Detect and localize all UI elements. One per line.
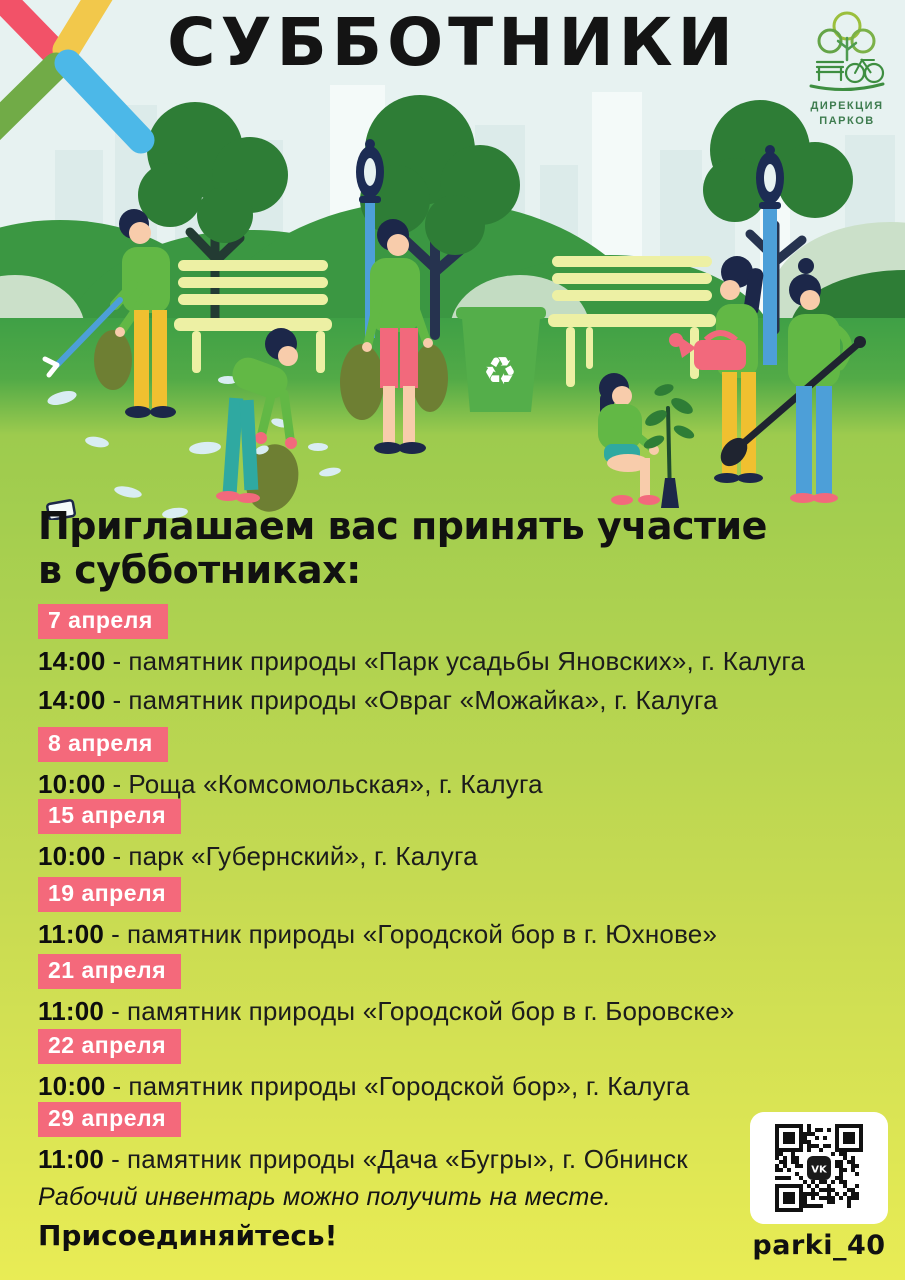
event-time: 10:00 xyxy=(38,769,106,800)
event-place: памятник природы «Городской бор в г. Юхнове» xyxy=(126,919,718,950)
schedule-group xyxy=(38,954,878,1028)
poster-title: СУББОТНИКИ xyxy=(167,4,738,81)
date-badge: 8 апреля xyxy=(38,727,168,762)
event-time: 10:00 xyxy=(38,1071,106,1102)
parks-directorate-logo xyxy=(797,10,897,129)
heading-line2: в субботниках: xyxy=(38,548,361,593)
event-place: памятник природы «Городской бор», г. Калуга xyxy=(128,1071,690,1102)
event-line xyxy=(38,996,878,1028)
date-badge: 7 апреля xyxy=(38,604,168,639)
event-line xyxy=(38,769,878,801)
recycle-icon: ♻ xyxy=(482,349,518,393)
date-badge: 29 апреля xyxy=(38,1102,181,1137)
event-time: 11:00 xyxy=(38,996,105,1027)
event-time: 11:00 xyxy=(38,919,105,950)
heading-line1: Приглашаем вас принять участие xyxy=(38,504,767,548)
invitation-heading xyxy=(38,504,878,592)
date-badge: 21 апреля xyxy=(38,954,181,989)
qr-block xyxy=(750,1112,888,1261)
event-place: парк «Губернский», г. Калуга xyxy=(128,841,478,872)
separator: - xyxy=(112,769,122,800)
event-line xyxy=(38,919,878,951)
event-time: 14:00 xyxy=(38,684,106,715)
parks-logo-emblem xyxy=(805,10,889,94)
separator: - xyxy=(112,646,122,677)
event-line xyxy=(38,841,878,873)
parks-logo-line1: ДИРЕКЦИЯ xyxy=(810,100,884,112)
event-place: памятник природы «Парк усадьбы Яновских», г. Калуга xyxy=(128,646,806,677)
inventory-note: Рабочий инвентарь можно получить на месте. xyxy=(38,1183,611,1211)
join-call-to-action: Присоединяйтесь! xyxy=(38,1219,338,1252)
event-line xyxy=(38,1071,878,1103)
schedule-group xyxy=(38,799,878,873)
event-time: 10:00 xyxy=(38,841,106,872)
event-place: Роща «Комсомольская», г. Калуга xyxy=(128,769,543,800)
schedule-group xyxy=(38,1029,878,1103)
event-time: 14:00 xyxy=(38,646,106,677)
separator: - xyxy=(111,919,120,950)
vk-icon-label: VK xyxy=(811,1164,827,1176)
schedule-group xyxy=(38,877,878,951)
schedule-group xyxy=(38,604,878,717)
qr-card xyxy=(750,1112,888,1224)
event-place: памятник природы «Овраг «Можайка», г. Калуга xyxy=(128,684,718,715)
date-badge: 15 апреля xyxy=(38,799,181,834)
date-badge: 19 апреля xyxy=(38,877,181,912)
parks-logo-line2: ПАРКОВ xyxy=(819,114,875,127)
schedule-group xyxy=(38,727,878,801)
event-place: памятник природы «Дача «Бугры», г. Обнинск xyxy=(126,1144,688,1175)
qr-code xyxy=(775,1124,863,1212)
event-time: 11:00 xyxy=(38,1144,105,1175)
separator: - xyxy=(111,1144,120,1175)
separator: - xyxy=(112,1071,122,1102)
qr-label: parki_40 xyxy=(752,1230,886,1261)
separator: - xyxy=(112,684,122,715)
footer xyxy=(38,1183,611,1252)
separator: - xyxy=(111,996,120,1027)
event-line xyxy=(38,646,878,678)
event-line xyxy=(38,685,878,717)
date-badge: 22 апреля xyxy=(38,1029,181,1064)
event-place: памятник природы «Городской бор в г. Боровске» xyxy=(126,996,735,1027)
separator: - xyxy=(112,841,122,872)
recycle-bin xyxy=(456,307,546,412)
